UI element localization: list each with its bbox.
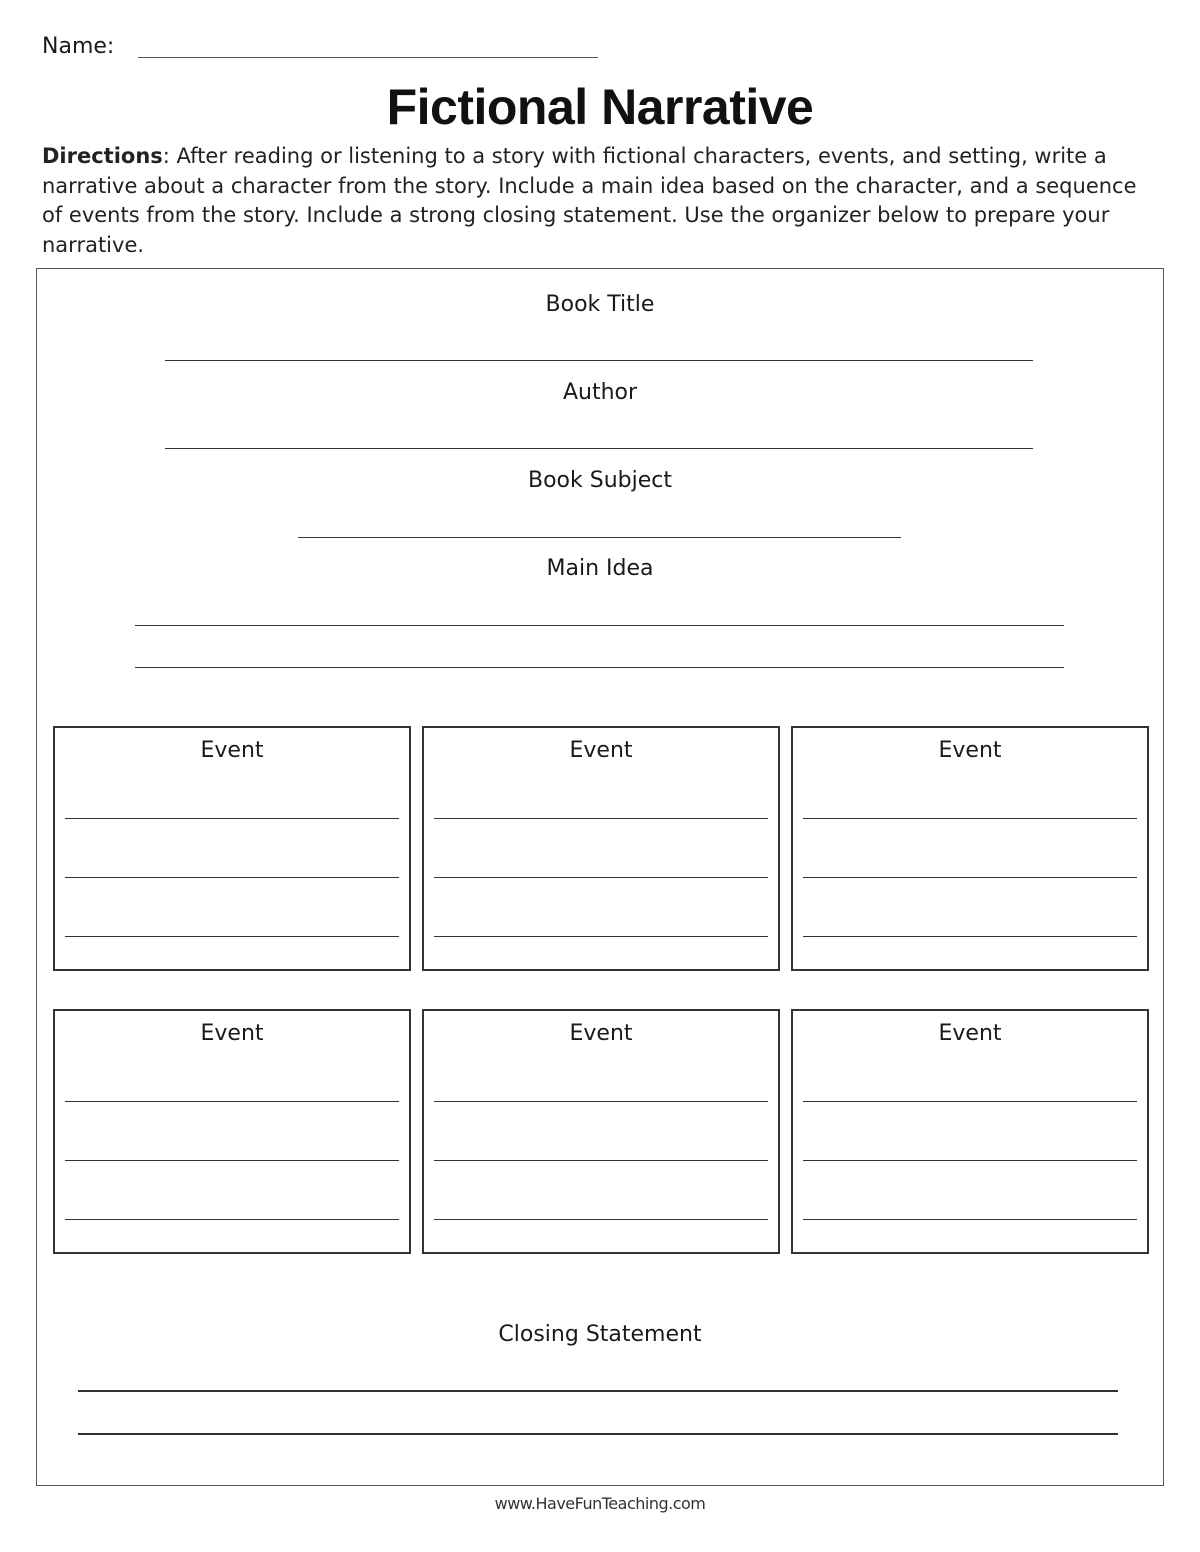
book-title-line[interactable] xyxy=(165,360,1033,361)
event-box-3 xyxy=(791,726,1149,971)
main-idea-label: Main Idea xyxy=(546,556,654,581)
event-line[interactable] xyxy=(65,936,399,937)
name-write-line[interactable] xyxy=(138,57,598,58)
event-box-2 xyxy=(422,726,780,971)
event-line[interactable] xyxy=(803,1160,1137,1161)
event-line[interactable] xyxy=(434,818,768,819)
event-box-4 xyxy=(53,1009,411,1254)
worksheet-title: Fictional Narrative xyxy=(386,79,814,135)
book-subject-label: Book Subject xyxy=(528,468,672,493)
directions-paragraph xyxy=(42,142,1152,260)
directions-text: : After reading or listening to a story with fictional characters, events, and setting, write a narrative about a character from the story. Include a main idea based on the character, and a sequence of events from the story. Include a strong closing statement. Use the organizer below to prepare your narrative. xyxy=(42,144,1137,257)
author-line[interactable] xyxy=(165,448,1033,449)
event-line[interactable] xyxy=(65,877,399,878)
event-box-5 xyxy=(422,1009,780,1254)
closing-line-1[interactable] xyxy=(78,1390,1118,1392)
event-line[interactable] xyxy=(65,1101,399,1102)
event-label: Event xyxy=(200,1021,264,1046)
event-line[interactable] xyxy=(803,1219,1137,1220)
author-label: Author xyxy=(562,380,638,405)
event-line[interactable] xyxy=(65,1219,399,1220)
event-line[interactable] xyxy=(434,1101,768,1102)
closing-line-2[interactable] xyxy=(78,1433,1118,1435)
event-line[interactable] xyxy=(434,877,768,878)
event-label: Event xyxy=(200,738,264,763)
event-line[interactable] xyxy=(65,1160,399,1161)
event-box-1 xyxy=(53,726,411,971)
event-box-6 xyxy=(791,1009,1149,1254)
event-line[interactable] xyxy=(65,818,399,819)
footer-website: www.HaveFunTeaching.com xyxy=(494,1494,706,1513)
event-label: Event xyxy=(938,1021,1002,1046)
directions-label: Directions xyxy=(42,144,163,168)
event-line[interactable] xyxy=(434,1160,768,1161)
event-line[interactable] xyxy=(803,877,1137,878)
event-line[interactable] xyxy=(803,818,1137,819)
main-idea-line-2[interactable] xyxy=(135,667,1064,668)
book-title-label: Book Title xyxy=(545,292,655,317)
main-idea-line-1[interactable] xyxy=(135,625,1064,626)
event-label: Event xyxy=(938,738,1002,763)
closing-statement-label: Closing Statement xyxy=(498,1322,702,1347)
event-line[interactable] xyxy=(803,1101,1137,1102)
event-line[interactable] xyxy=(434,1219,768,1220)
name-label: Name: xyxy=(42,34,115,59)
book-subject-line[interactable] xyxy=(298,537,901,538)
event-label: Event xyxy=(569,1021,633,1046)
event-line[interactable] xyxy=(803,936,1137,937)
event-line[interactable] xyxy=(434,936,768,937)
event-label: Event xyxy=(569,738,633,763)
